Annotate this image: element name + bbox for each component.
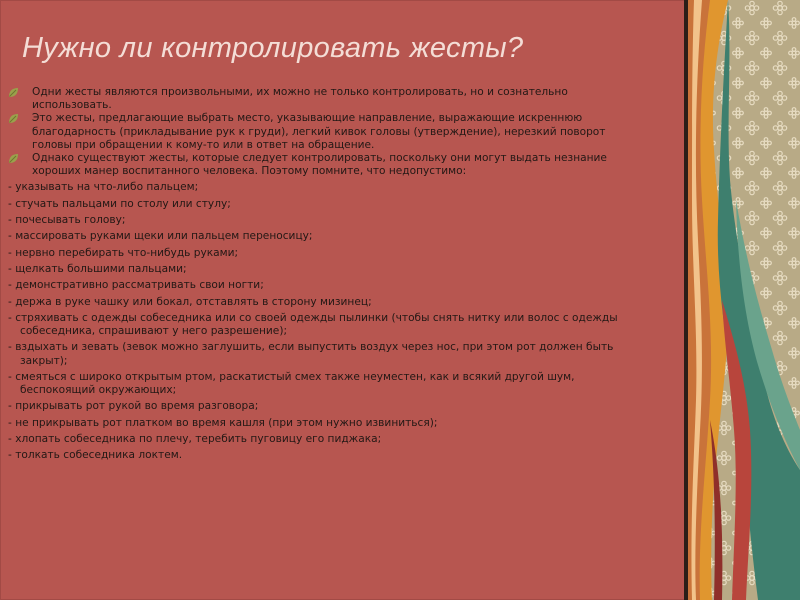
rules-list [8, 181, 638, 462]
decorative-side-pattern [688, 0, 800, 600]
list-item: - прикрывать рот рукой во время разговора; [8, 400, 259, 413]
leaf-bullet-icon [8, 113, 19, 124]
list-item: - хлопать собеседника по плечу, теребить пуговицу его пиджака; [8, 432, 382, 445]
leaf-bullet-icon [8, 87, 19, 98]
list-item: - массировать руками щеки или пальцем переносицу; [8, 230, 313, 243]
list-item: - демонстративно рассматривать свои ногти; [8, 279, 264, 292]
list-item: - нервно перебирать что-нибудь руками; [8, 246, 239, 259]
slide-body [8, 86, 638, 465]
list-item: - стряхивать с одежды собеседника или со своей одежды пылинки (чтобы снять нитку или волос с одежды собеседника, спрашивают у него разрешение); [8, 311, 618, 337]
leaf-bullet-icon [8, 153, 19, 164]
paragraph-text: Однако существуют жесты, которые следует контролировать, поскольку они могут выдать незнание хороших манер воспитанного человека. Поэтому помните, что недопустимо: [32, 152, 607, 178]
slide-title: Нужно ли контролировать жесты? [22, 32, 524, 64]
paragraph-text: Это жесты, предлагающие выбрать место, указывающие направление, выражающие искреннюю благодарность (прикладывание рук к груди), легкий кивок головы (утверждение), нерезкий поворот головы при обращении к кому-то или в ответ на обращение. [32, 112, 606, 151]
paragraph [8, 86, 638, 112]
list-item: - щелкать большими пальцами; [8, 262, 187, 275]
list-item: - почесывать голову; [8, 214, 126, 227]
paragraph [8, 152, 638, 178]
list-item: - стучать пальцами по столу или стулу; [8, 197, 231, 210]
list-item: - указывать на что-либо пальцем; [8, 181, 199, 194]
list-item: - толкать собеседника локтем. [8, 449, 183, 462]
list-item: - вздыхать и зевать (зевок можно заглушить, если выпустить воздух через нос, при этом рот должен быть закрыт); [8, 341, 614, 367]
list-item: - держа в руке чашку или бокал, отставлять в сторону мизинец; [8, 295, 372, 308]
list-item: - смеяться с широко открытым ртом, раскатистый смех также неуместен, как и всякий другой шум, беспокоящий окружающих; [8, 370, 575, 396]
paragraph [8, 112, 638, 152]
paragraph-text: Одни жесты являются произвольными, их можно не только контролировать, но и сознательно использовать. [32, 86, 568, 112]
list-item: - не прикрывать рот платком во время кашля (при этом нужно извиниться); [8, 416, 438, 429]
